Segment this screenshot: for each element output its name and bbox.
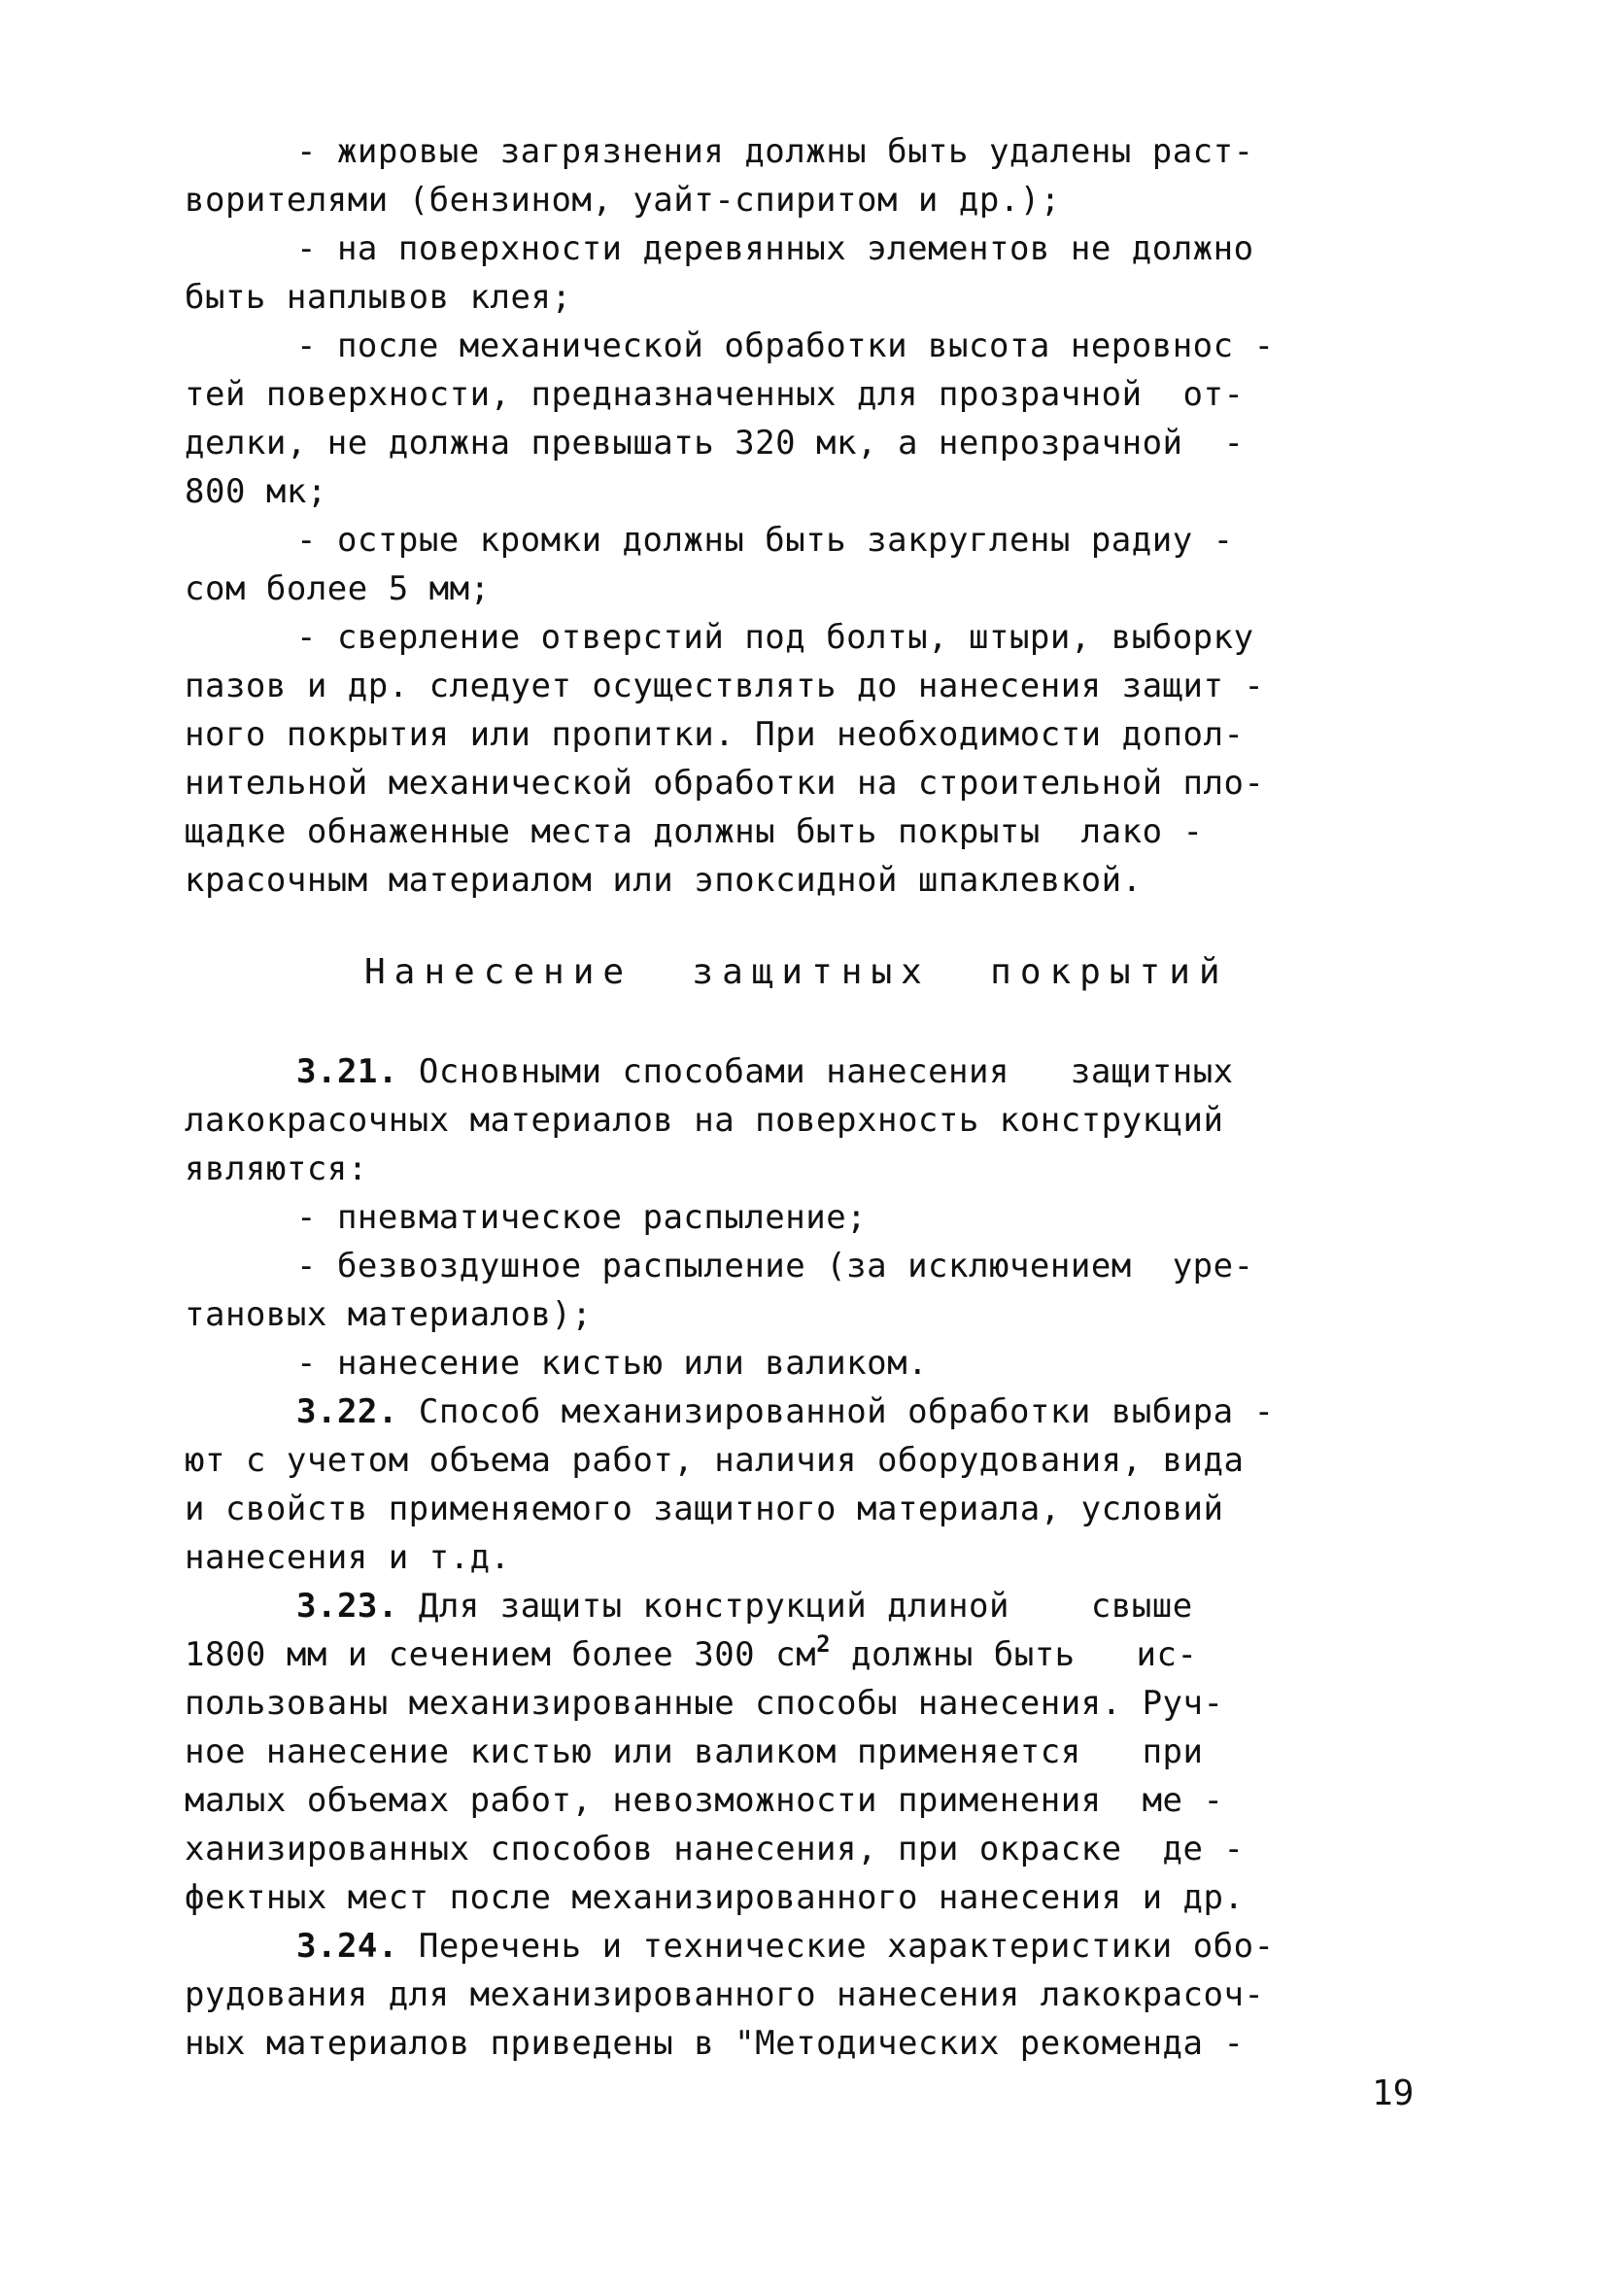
text-line: ют с учетом объема работ, наличия оборудования, вида [185, 1441, 1245, 1480]
text-line: пазов и др. следует осуществлять до нанесения защит - [185, 667, 1265, 705]
paragraph-number: 3.22. [296, 1392, 398, 1431]
text-line: фектных мест после механизированного нанесения и др. [185, 1878, 1245, 1917]
text-line: делки, не должна превышать 320 мк, а непрозрачной - [185, 424, 1245, 463]
page-number: 19 [1372, 2073, 1415, 2113]
text-line: щадке обнаженные места должны быть покрыты лако - [185, 812, 1204, 851]
text-segment: Основными способами нанесения защитных [418, 1052, 1234, 1091]
text-line: лакокрасочных материалов на поверхность конструкций [185, 1101, 1224, 1140]
text-line: пользованы механизированные способы нанесения. Руч- [185, 1684, 1224, 1723]
text-line: сом более 5 мм; [185, 569, 491, 608]
text-line [185, 1630, 1198, 1674]
list-item: - нанесение кистью или валиком. [296, 1344, 929, 1383]
text-line: красочным материалом или эпоксидной шпаклевкой. [185, 861, 1143, 900]
text-segment: должны быть ис- [831, 1635, 1198, 1674]
paragraph-number: 3.24. [296, 1927, 398, 1966]
text-line: - на поверхности деревянных элементов не должно [296, 229, 1254, 268]
list-item: - безвоздушное распыление (за исключением уре- [296, 1247, 1254, 1285]
text-line: тановых материалов); [185, 1295, 593, 1334]
paragraph-3-22-first-line [296, 1392, 1275, 1431]
text-segment: Перечень и технические характеристики обо- [418, 1927, 1275, 1966]
superscript: 2 [816, 1630, 832, 1658]
text-line: - острые кромки должны быть закруглены радиу - [296, 521, 1234, 560]
section-heading: Нанесение защитных покрытий [364, 952, 1229, 992]
text-segment: Для защиты конструкций длиной свыше [418, 1587, 1193, 1626]
paragraph-3-23-first-line [296, 1587, 1193, 1626]
paragraph-3-24-first-line [296, 1927, 1275, 1966]
text-line: - после механической обработки высота неровнос - [296, 326, 1275, 365]
paragraph-number: 3.23. [296, 1587, 398, 1626]
text-line: 800 мк; [185, 472, 327, 511]
paragraph-3-21-first-line [296, 1052, 1234, 1091]
text-line: - жировые загрязнения должны быть удалены раст- [296, 132, 1254, 171]
text-segment: 1800 мм и сечением более 300 см [185, 1635, 817, 1674]
text-line: ворителями (бензином, уайт-спиритом и др.); [185, 181, 1061, 220]
text-line: ное нанесение кистью или валиком применяется при [185, 1732, 1204, 1771]
text-line: ного покрытия или пропитки. При необходимости допол- [185, 715, 1245, 754]
text-line: нанесения и т.д. [185, 1538, 511, 1577]
text-line: тей поверхности, предназначенных для прозрачной от- [185, 375, 1245, 414]
list-item: - пневматическое распыление; [296, 1198, 868, 1237]
text-line: являются: [185, 1149, 368, 1188]
text-segment: Способ механизированной обработки выбира - [418, 1392, 1275, 1431]
text-line: рудования для механизированного нанесения лакокрасоч- [185, 1975, 1265, 2014]
text-line: ханизированных способов нанесения, при окраске де - [185, 1830, 1245, 1868]
text-line: нительной механической обработки на строительной пло- [185, 764, 1265, 803]
paragraph-number: 3.21. [296, 1052, 398, 1091]
text-line: ных материалов приведены в "Методических рекоменда - [185, 2024, 1245, 2063]
text-line: малых объемах работ, невозможности применения ме - [185, 1781, 1224, 1820]
text-line: и свойств применяемого защитного материала, условий [185, 1490, 1224, 1528]
text-line: - сверление отверстий под болты, штыри, выборку [296, 618, 1254, 657]
text-line: быть наплывов клея; [185, 278, 572, 317]
